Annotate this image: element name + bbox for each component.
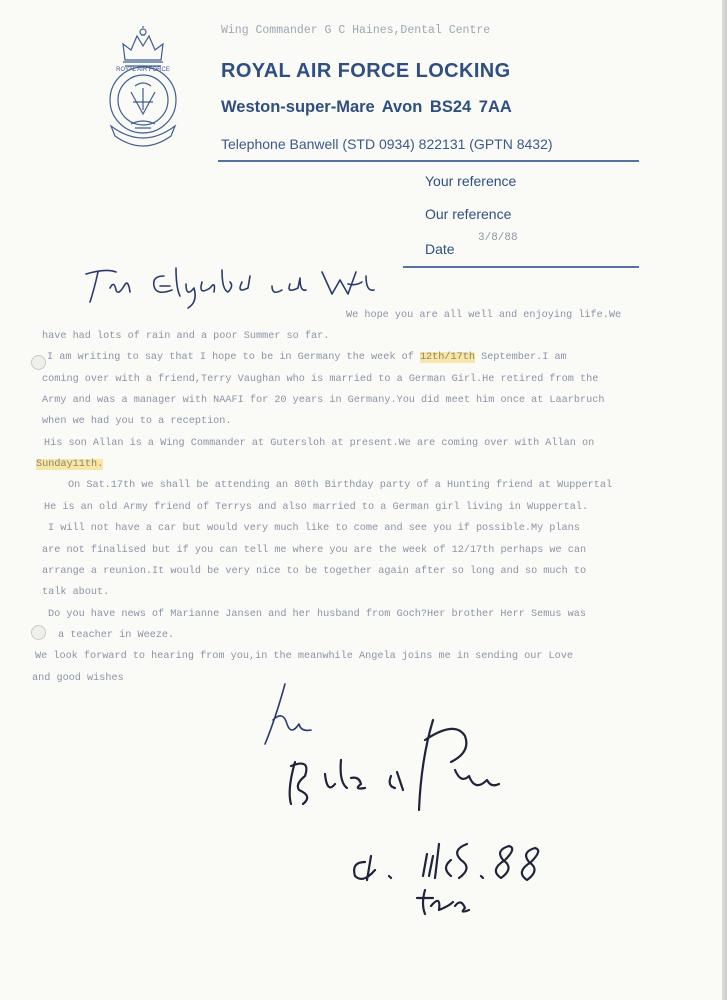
body-line: arrange a reunion.It would be very nice to be together again after so long and so much to xyxy=(42,566,587,577)
body-line: On Sat.17th we shall be attending an 80th Birthday party of a Hunting friend at Wuppertal xyxy=(68,480,613,491)
our-reference-label: Our reference xyxy=(425,206,512,222)
your-reference-label: Your reference xyxy=(425,173,517,189)
handwritten-salutation xyxy=(76,262,376,312)
sender-line: Wing Commander G C Haines,Dental Centre xyxy=(221,24,491,37)
body-text: September.I am xyxy=(474,352,567,363)
body-line: are not finalised but if you can tell me where you are the week of 12/17th perhaps we can xyxy=(42,545,587,556)
postal-address: Weston-super-Mare Avon BS24 7AA xyxy=(221,98,512,116)
svg-text:ROYAL AIR FORCE: ROYAL AIR FORCE xyxy=(116,67,170,73)
body-line xyxy=(47,352,567,363)
highlighted-dates: 12th/17th xyxy=(419,352,475,363)
date-value: 3/8/88 xyxy=(478,232,518,244)
body-line: His son Allan is a Wing Commander at Gutersloh at present.We are coming over with Allan on xyxy=(44,438,595,449)
punch-hole xyxy=(31,355,46,370)
body-line: when we had you to a reception. xyxy=(42,416,232,427)
body-text: I am writing to say that I hope to be in Germany the week of xyxy=(47,352,420,363)
body-line: Army and was a manager with NAAFI for 20 years in Germany.You did meet him once at Laarbruch xyxy=(42,395,605,406)
reference-divider xyxy=(403,266,639,268)
organisation-name: ROYAL AIR FORCE LOCKING xyxy=(221,60,511,82)
telephone-line: Telephone Banwell (STD 0934) 822131 (GPTN 8432) xyxy=(221,136,553,152)
raf-crest-icon xyxy=(95,22,191,152)
body-line: talk about. xyxy=(42,587,110,598)
body-line: coming over with a friend,Terry Vaughan who is married to a German Girl.He retired from the xyxy=(42,374,599,385)
punch-hole xyxy=(31,625,46,640)
body-line: We hope you are all well and enjoying life.We xyxy=(346,310,622,321)
body-line xyxy=(36,459,103,470)
handwritten-signature xyxy=(255,680,575,920)
body-line: have had lots of rain and a poor Summer so far. xyxy=(42,331,330,342)
body-line: and good wishes xyxy=(32,673,124,684)
body-line: He is an old Army friend of Terrys and also married to a German girl living in Wuppertal. xyxy=(44,502,589,513)
date-label: Date xyxy=(425,241,455,257)
body-line: a teacher in Weeze. xyxy=(58,630,175,641)
body-line: I will not have a car but would very much like to come and see you if possible.My plans xyxy=(48,523,580,534)
highlighted-date: Sunday11th. xyxy=(36,459,104,470)
body-line: Do you have news of Marianne Jansen and her husband from Goch?Her brother Herr Semus was xyxy=(48,609,586,620)
header-divider xyxy=(218,160,639,162)
body-line: We look forward to hearing from you,in the meanwhile Angela joins me in sending our Love xyxy=(35,651,573,662)
